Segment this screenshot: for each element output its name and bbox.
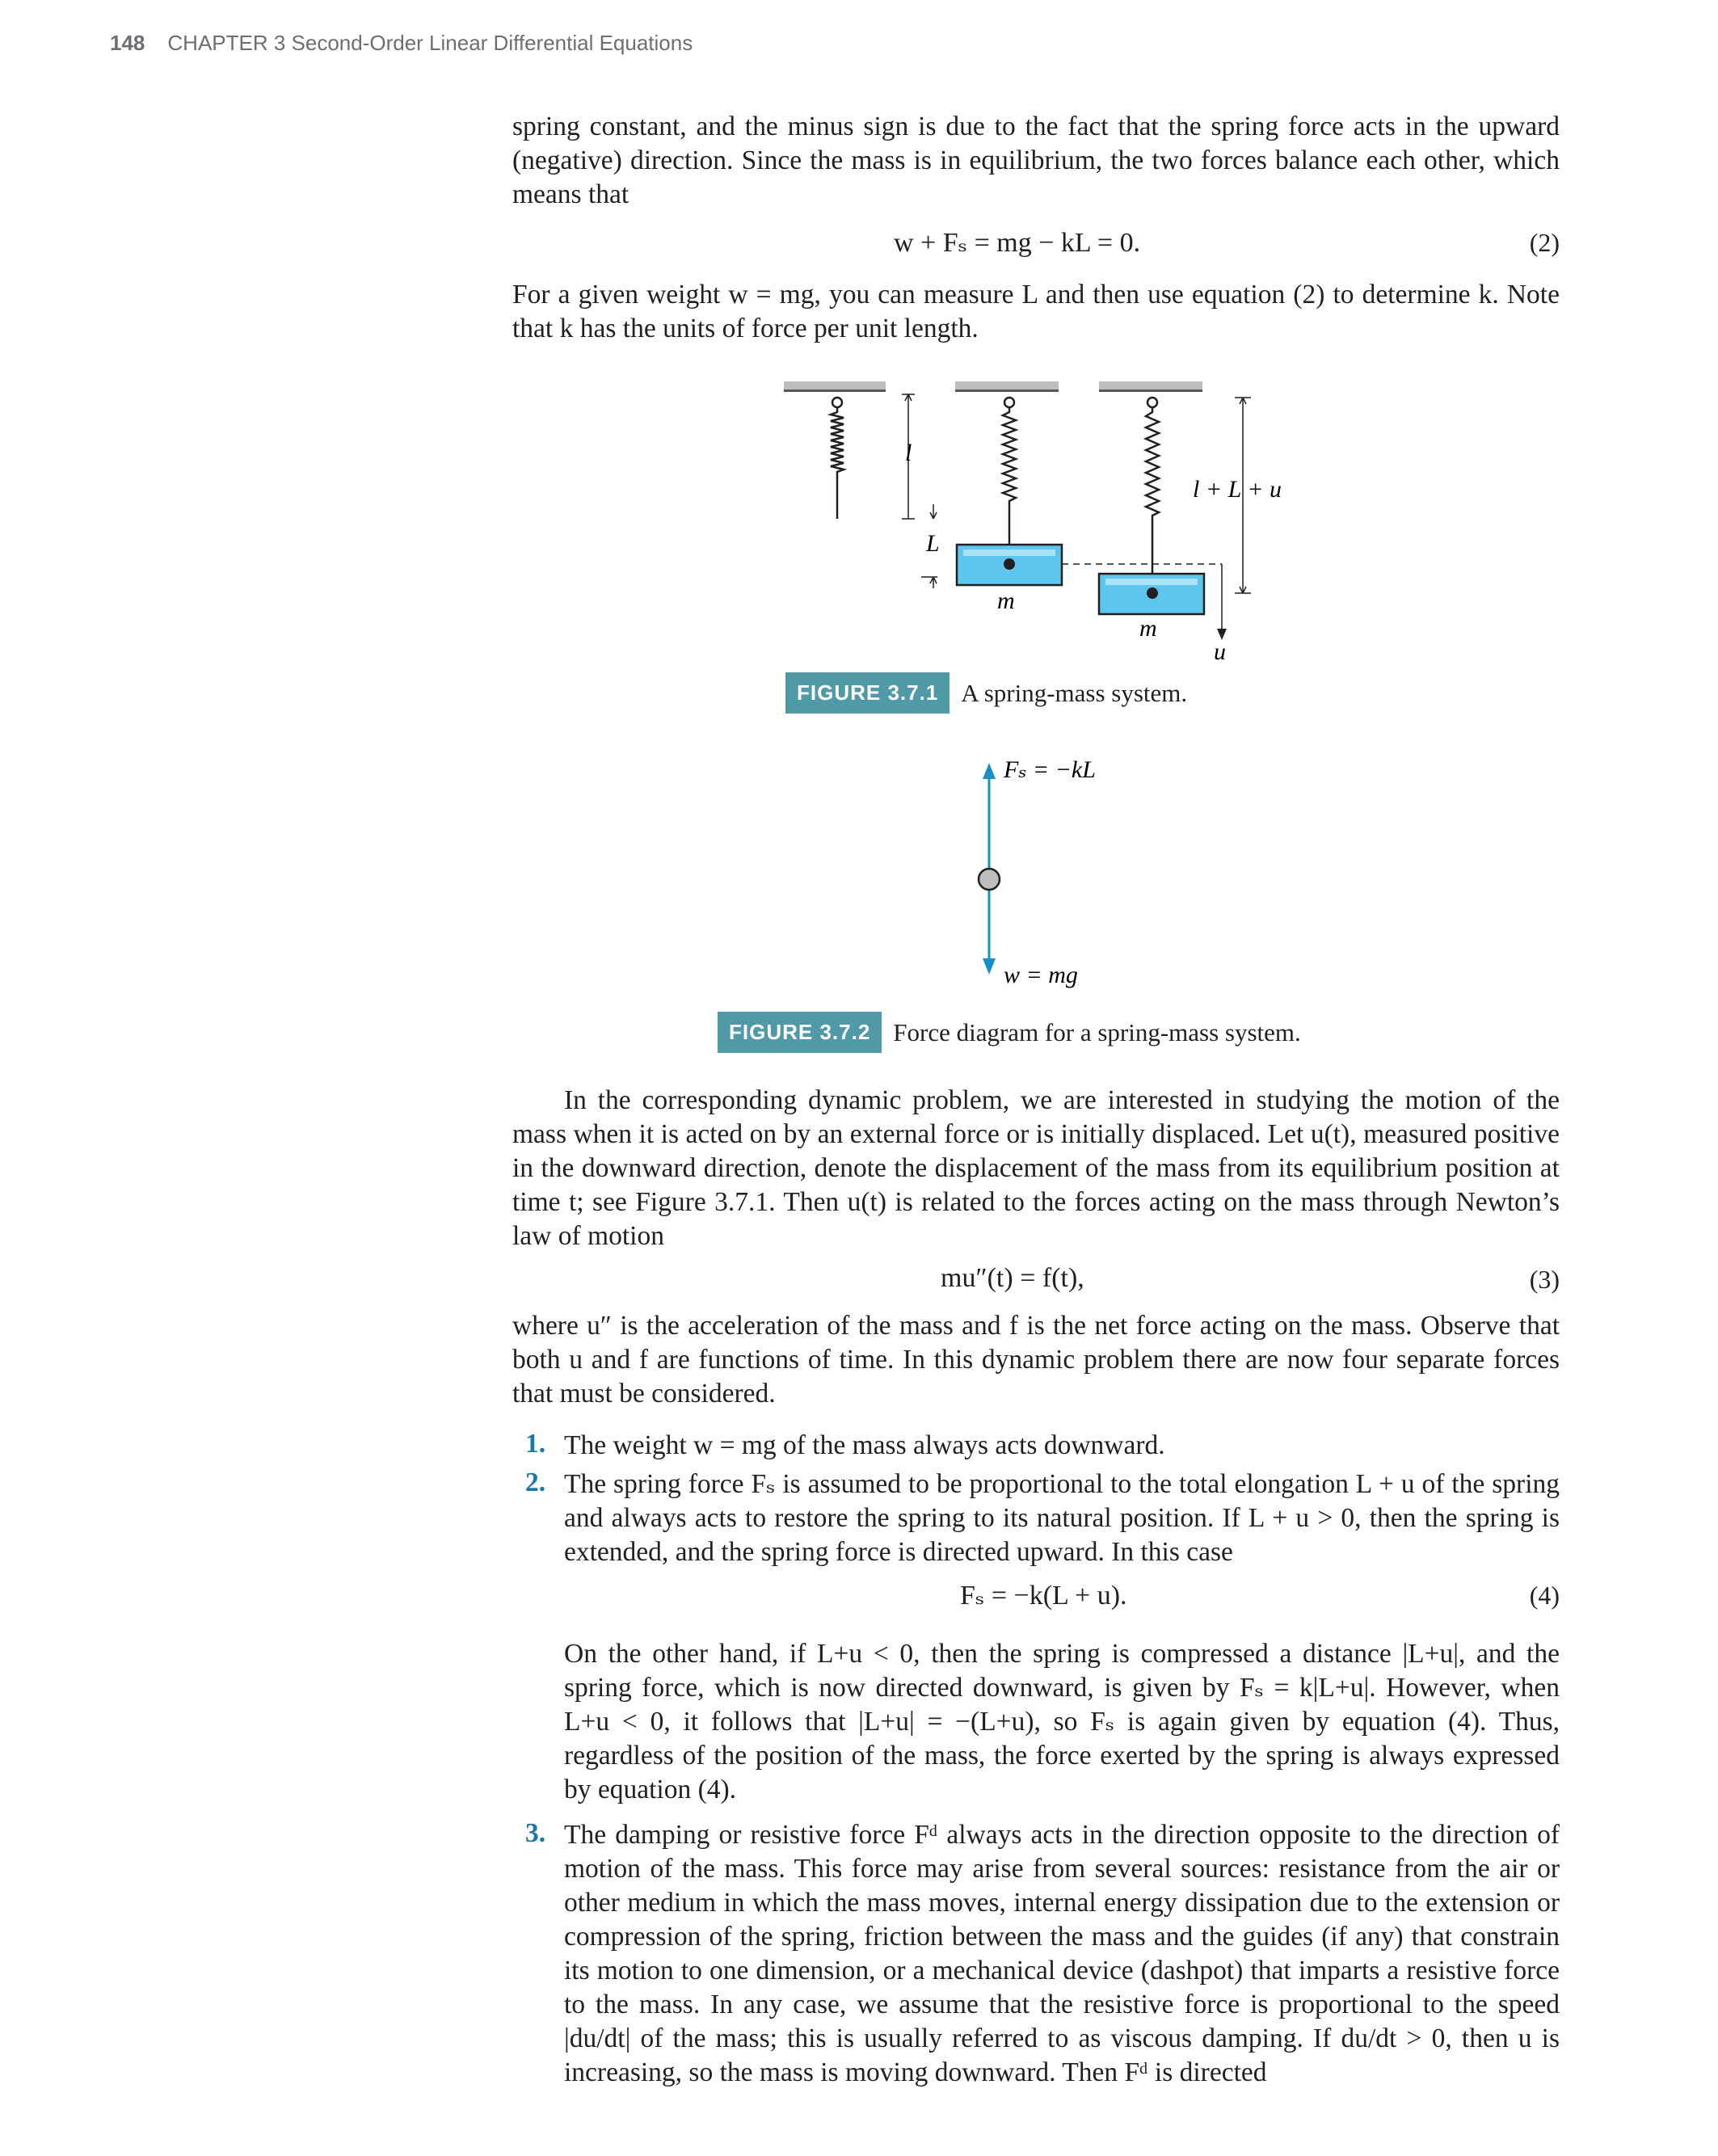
force-diagram	[962, 752, 1172, 994]
equation-4-number: (4)	[1529, 1581, 1560, 1610]
list-item-text: The spring force Fₛ is assumed to be proportional to the total elongation L + u of the spring and always acts to restore the spring to its natural position. If L + u > 0, then the spring is extended, and the spring force is directed upward. In this case	[564, 1469, 1560, 1567]
equation-4	[512, 1579, 1560, 1615]
ceiling-3	[1099, 381, 1202, 390]
figure-3-7-1-text: A spring-mass system.	[961, 678, 1188, 707]
figure-3-7-1-caption	[785, 672, 1187, 714]
paragraph-3	[512, 1084, 1560, 1253]
equation-3-text: mu″(t) = f(t),	[941, 1263, 1084, 1293]
spring-equilibrium	[1003, 398, 1016, 564]
equation-2-text: w + Fₛ = mg − kL = 0.	[894, 228, 1141, 258]
equation-3-number: (3)	[1529, 1265, 1560, 1294]
label-l: l	[905, 440, 912, 466]
ceiling-2	[955, 381, 1059, 390]
page-number: 148	[110, 31, 145, 55]
paragraph-5-text: On the other hand, if L+u < 0, then the spring is compressed a distance |L+u|, and the spring force, which is now directed downward, is given by Fₛ = k|L+u|. However, when L+u < 0, it follows that |L+u| = −(L+u), so Fₛ is again given by equation (4). Thus, regardless of the position of the mass, the force exerted by the spring is always expressed by equation (4).	[564, 1639, 1560, 1804]
paragraph-5	[564, 1637, 1560, 1807]
weight-arrow	[983, 958, 996, 975]
list-item-text: The weight w = mg of the mass always acts downward.	[564, 1430, 1165, 1460]
paragraph-2	[512, 278, 1560, 346]
spring-force-arrow	[983, 763, 996, 779]
list-number: 3.	[525, 1818, 546, 1848]
label-u: u	[1214, 638, 1226, 665]
label-L: L	[926, 530, 940, 557]
dimension-l	[902, 394, 937, 588]
label-spring-force: Fₛ = −kL	[1004, 756, 1096, 783]
spring-mass-figure	[776, 372, 1309, 671]
paragraph-2-text: For a given weight w = mg, you can measure L and then use equation (2) to determine k. Note that k has the units of force per unit length.	[512, 280, 1560, 343]
paragraph-1-text: spring constant, and the minus sign is due to the fact that the spring force acts in the upward (negative) direction. Since the mass is in equilibrium, the two forces balance each other, which means that	[512, 112, 1560, 209]
figure-3-7-2-text: Force diagram for a spring-mass system.	[893, 1017, 1301, 1046]
ceiling-1	[784, 381, 886, 390]
figure-3-7-2-tag: FIGURE 3.7.2	[718, 1012, 882, 1053]
figure-3-7-2-caption	[718, 1012, 1301, 1053]
spring-natural	[831, 398, 844, 519]
label-m1: m	[997, 587, 1015, 614]
equation-4-text: Fₛ = −k(L + u).	[960, 1581, 1127, 1611]
running-header	[110, 31, 693, 56]
label-weight: w = mg	[1004, 962, 1078, 988]
paragraph-3-text: In the corresponding dynamic problem, we are interested in studying the motion of the mass when it is acted on by an external force or is initially displaced. Let u(t), measured positive in the downward direction, denote the displacement of the mass from its equilibrium position at time t; see Figure 3.7.1. Then u(t) is related to the forces acting on the mass through Newton’s law of motion	[512, 1085, 1560, 1251]
label-total: l + L + u	[1193, 476, 1282, 503]
list-item-text: The damping or resistive force Fᵈ always acts in the direction opposite to the direction of motion of the mass. This force may arise from several sources: resistance from the air or other medium in which the mass moves, internal energy dissipation due to the extension or compression of the spring, friction between the mass and the guides (if any) that constrain its motion to one dimension, or a mechanical device (dashpot) that imparts a resistive force to the mass. In any case, we assume that the resistive force is proportional to the speed |du/dt| of the mass; this is usually referred to as viscous damping. If du/dt > 0, then u is increasing, so the mass is moving downward. Then Fᵈ is directed	[564, 1820, 1560, 2087]
mass-point	[979, 869, 1000, 890]
label-m2: m	[1139, 615, 1157, 642]
equation-2	[512, 226, 1560, 262]
list-number: 1.	[525, 1429, 546, 1459]
figure-3-7-1-tag: FIGURE 3.7.1	[785, 672, 950, 714]
paragraph-4	[512, 1309, 1560, 1411]
paragraph-4-text: where u″ is the acceleration of the mass and f is the net force acting on the mass. Observe that both u and f are functions of time. In this dynamic problem there are now four separate forces that must be considered.	[512, 1311, 1560, 1409]
chapter-title: CHAPTER 3 Second-Order Linear Differential Equations	[167, 31, 693, 55]
force-list	[512, 1429, 1560, 2156]
equation-2-number: (2)	[1529, 228, 1560, 257]
equation-3	[512, 1263, 1560, 1299]
list-number: 2.	[525, 1468, 546, 1497]
paragraph-1	[512, 110, 1560, 212]
